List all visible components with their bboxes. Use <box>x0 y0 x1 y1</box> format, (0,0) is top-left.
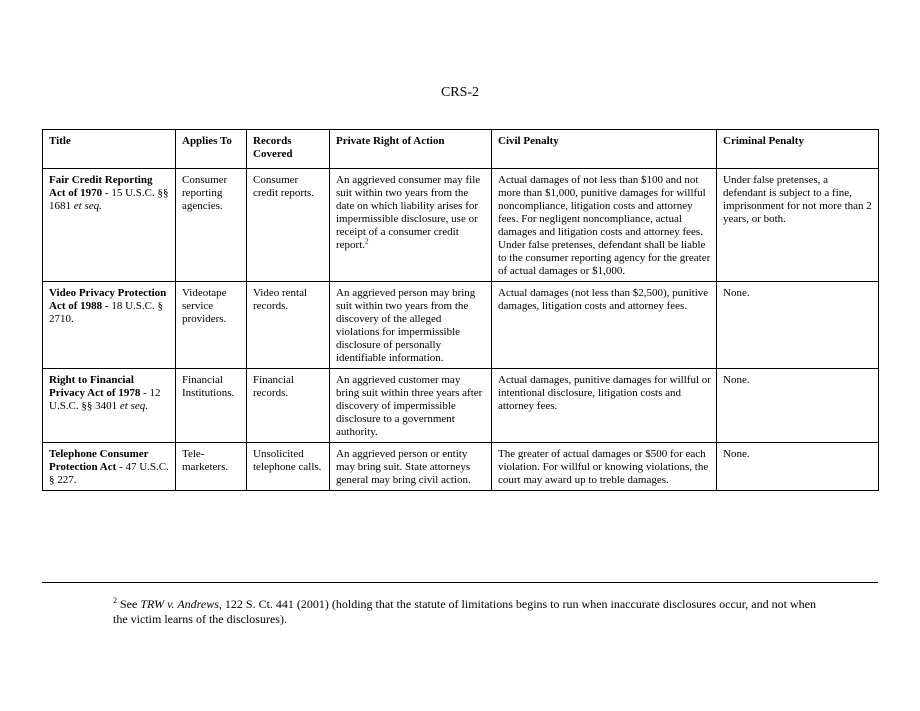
cell-private-action <box>330 169 492 282</box>
cell-criminal-penalty: Under false pretenses, a defendant is subject to a fine, imprisonment for not more than 2 years, or both. <box>717 169 879 282</box>
footnote-text: , 122 S. Ct. 441 (2001) (holding that the statute of limitations begins to run when inaccurate disclosures occur, and not when the victim learns of the disclosures). <box>113 597 816 626</box>
cell-records: Video rental records. <box>247 282 330 369</box>
cell-title <box>43 169 176 282</box>
cell-applies-to: Consumer reporting agencies. <box>176 169 247 282</box>
column-header-applies-to: Applies To <box>176 130 247 169</box>
table-row <box>43 369 879 443</box>
table-header-row <box>43 130 879 169</box>
cell-civil-penalty: The greater of actual damages or $500 for each violation. For willful or knowing violations, the court may award up to treble damages. <box>492 443 717 491</box>
column-header-private-right: Private Right of Action <box>330 130 492 169</box>
cell-records: Unsolicited telephone calls. <box>247 443 330 491</box>
private-action-text: An aggrieved consumer may file suit within two years from the date on which liability arises for impermissible disclosure, use or receipt of a consumer credit report. <box>336 174 481 251</box>
footnote-marker: 2 <box>365 237 369 246</box>
footnote-number: 2 <box>113 596 117 605</box>
law-citation: - 12 U.S.C. §§ 3401 <box>49 387 161 412</box>
privacy-laws-table <box>42 129 879 491</box>
cell-private-action: An aggrieved person may bring suit within two years from the discovery of the alleged violations for impermissible disclosure of personally identifiable information. <box>330 282 492 369</box>
cell-title <box>43 369 176 443</box>
law-citation-italic: et seq. <box>73 200 102 212</box>
column-header-records-covered: Records Covered <box>247 130 330 169</box>
cell-criminal-penalty: None. <box>717 369 879 443</box>
law-citation-italic: et seq. <box>119 400 149 412</box>
cell-private-action: An aggrieved customer may bring suit within three years after discovery of impermissible disclosure to a government authority. <box>330 369 492 443</box>
cell-applies-to: Tele-marketers. <box>176 443 247 491</box>
law-name: Fair Credit Reporting Act of 1970 <box>49 174 153 199</box>
cell-criminal-penalty: None. <box>717 443 879 491</box>
column-header-civil-penalty: Civil Penalty <box>492 130 717 169</box>
table-row <box>43 169 879 282</box>
cell-civil-penalty: Actual damages, punitive damages for willful or intentional disclosure, litigation costs and attorney fees. <box>492 369 717 443</box>
footnote-case-name: TRW v. Andrews <box>140 597 219 611</box>
law-name: Video Privacy Protection Act of 1988 - <box>49 287 167 312</box>
column-header-title: Title <box>43 130 176 169</box>
law-citation: 18 U.S.C. § 2710. <box>49 300 163 325</box>
law-citation: - 47 U.S.C. § 227. <box>49 461 169 486</box>
table-row <box>43 282 879 369</box>
footnote-divider <box>42 582 878 583</box>
cell-applies-to: Videotape service providers. <box>176 282 247 369</box>
cell-records: Consumer credit reports. <box>247 169 330 282</box>
cell-civil-penalty: Actual damages of not less than $100 and not more than $1,000, punitive damages for willful noncompliance, litigation costs and attorney fees. For negligent noncompliance, actual damages and litigation costs and attorney fees. Under false pretenses, defendant shall be liable to the consumer reporting agency for the greater of actual damages or $1,000. <box>492 169 717 282</box>
law-name: Telephone Consumer Protection Act <box>49 448 149 473</box>
cell-applies-to: Financial Institutions. <box>176 369 247 443</box>
cell-records: Financial records. <box>247 369 330 443</box>
cell-criminal-penalty: None. <box>717 282 879 369</box>
page-number: CRS-2 <box>440 85 480 100</box>
footnote-see: See <box>117 597 141 611</box>
cell-private-action: An aggrieved person or entity may bring suit. State attorneys general may bring civil action. <box>330 443 492 491</box>
law-citation: - 15 U.S.C. §§ 1681 <box>49 187 169 212</box>
cell-title <box>43 443 176 491</box>
table-row <box>43 443 879 491</box>
cell-civil-penalty: Actual damages (not less than $2,500), punitive damages, litigation costs and attorney fees. <box>492 282 717 369</box>
footnote <box>113 597 823 627</box>
law-name: Right to Financial Privacy Act of 1978 <box>49 374 141 399</box>
cell-title <box>43 282 176 369</box>
column-header-criminal-penalty: Criminal Penalty <box>717 130 879 169</box>
